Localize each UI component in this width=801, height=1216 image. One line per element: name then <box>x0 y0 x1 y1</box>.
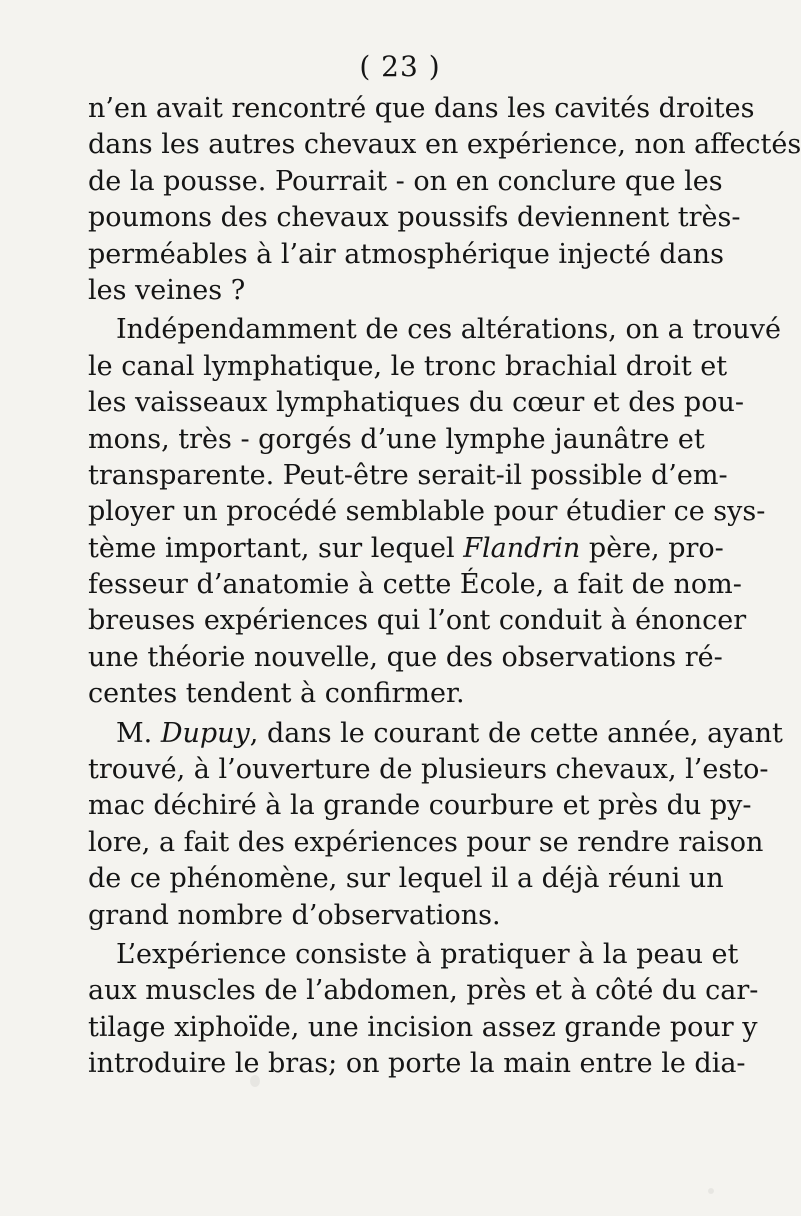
text-line: tilage xiphoïde, une incision assez grande pour y <box>88 1011 758 1043</box>
paragraph <box>88 91 801 309</box>
text-line: M. Dupuy, dans le courant de cette année, ayant <box>116 717 783 749</box>
page-smudge <box>708 1188 714 1194</box>
text-line: les veines ? <box>88 274 246 306</box>
text-line: grand nombre d’observations. <box>88 899 501 931</box>
text-line: fesseur d’anatomie à cette École, a fait de nom- <box>88 569 742 601</box>
text-line: perméables à l’air atmosphérique injecté dans <box>88 238 724 270</box>
text-line: n’en avait rencontré que dans les cavités droites <box>88 93 755 124</box>
text-line: de ce phénomène, sur lequel il a déjà réuni un <box>88 863 724 895</box>
italic-name: Dupuy <box>160 717 250 749</box>
text-line: les vaisseaux lymphatiques du cœur et des pou- <box>88 387 744 419</box>
text-line: introduire le bras; on porte la main entre le dia- <box>88 1048 746 1080</box>
text-line: de la pousse. Pourrait - on en conclure que les <box>88 165 723 197</box>
paragraph <box>88 312 781 712</box>
italic-name: Flandrin <box>463 532 581 564</box>
text-line: L’expérience consiste à pratiquer à la peau et <box>116 938 739 970</box>
body-text <box>88 91 801 1083</box>
text-line: transparente. Peut-être serait-il possible d’em- <box>88 459 728 491</box>
text-line: Indépendamment de ces altérations, on a trouvé <box>116 314 781 346</box>
page-number: ( 23 ) <box>359 50 441 83</box>
text-line: breuses expériences qui l’ont conduit à énoncer <box>88 605 747 637</box>
text-line: dans les autres chevaux en expérience, non affectés <box>88 129 801 161</box>
text-line: mac déchiré à la grande courbure et près du py- <box>88 790 752 822</box>
text-line: trouvé, à l’ouverture de plusieurs chevaux, l’esto- <box>88 754 769 786</box>
text-line: ployer un procédé semblable pour étudier ce sys- <box>88 496 766 528</box>
paragraph <box>88 937 759 1083</box>
paragraph <box>88 716 783 934</box>
text-line: tème important, sur lequel Flandrin père, pro- <box>88 532 724 564</box>
text-line: centes tendent à confirmer. <box>88 678 465 710</box>
text-line: le canal lymphatique, le tronc brachial droit et <box>88 350 728 382</box>
text-line: mons, très - gorgés d’une lymphe jaunâtre et <box>88 423 705 455</box>
text-line: lore, a fait des expériences pour se rendre raison <box>88 826 764 858</box>
text-line: poumons des chevaux poussifs deviennent très- <box>88 202 741 234</box>
text-line: aux muscles de l’abdomen, près et à côté du car- <box>88 975 759 1007</box>
text-line: une théorie nouvelle, que des observations ré- <box>88 641 723 673</box>
